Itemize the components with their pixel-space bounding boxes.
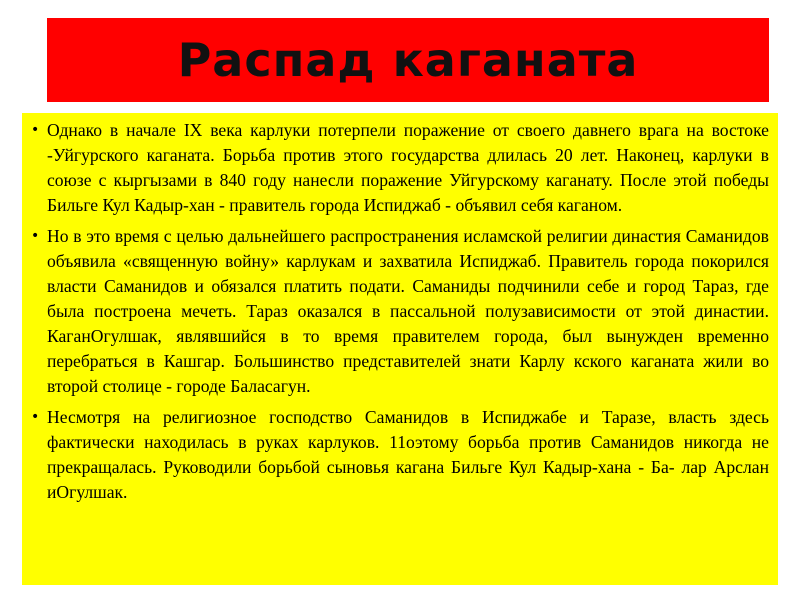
title-banner [47,18,769,102]
bullet-icon: • [31,228,40,244]
content-box [22,113,778,585]
bullet-icon: • [31,409,40,425]
bullet-item [31,118,769,218]
bullet-item [31,405,769,505]
paragraph-text: Несмотря на религиозное господство Саманидов в Испиджабе и Таразе, власть здесь фактически находилась в руках карлуков. 11оэтому борьба против Саманидов никогда не прекращалась. Руководили борьбой сыновья кагана Бильге Кул Кадыр-хана - Ба- лар Арслан иОгулшак. [47,407,769,502]
slide-title: Распад каганата [177,33,639,87]
bullet-list [31,118,769,505]
paragraph-text: Однако в начале IX века карлуки потерпели поражение от своего давнего врага на востоке -Уйгурского каганата. Борьба против этого государства длилась 20 лет. Наконец, карлуки в союзе с кыргызами в 840 году нанесли поражение Уйгурскому каганату. После этой победы Бильге Кул Кадыр-хан - правитель города Испиджаб - объявил себя каганом. [47,120,769,215]
bullet-icon: • [31,122,40,138]
paragraph-text: Но в это время с целью дальнейшего распространения исламской религии династия Саманидов объявила «священную войну» карлукам и захватила Испиджаб. Правитель города покорился власти Саманидов и обязался платить подати. Саманиды подчинили себе и город Тараз, где была построена мечеть. Тараз оказался в пассальной полузависимости от этой династии. КаганОгулшак, являвшийся в то время правителем города, был вынужден временно перебраться в Кашгар. Большинство представителей знати Карлу кского каганата жили во второй столице - городе Баласагун. [47,226,769,396]
bullet-item [31,224,769,399]
